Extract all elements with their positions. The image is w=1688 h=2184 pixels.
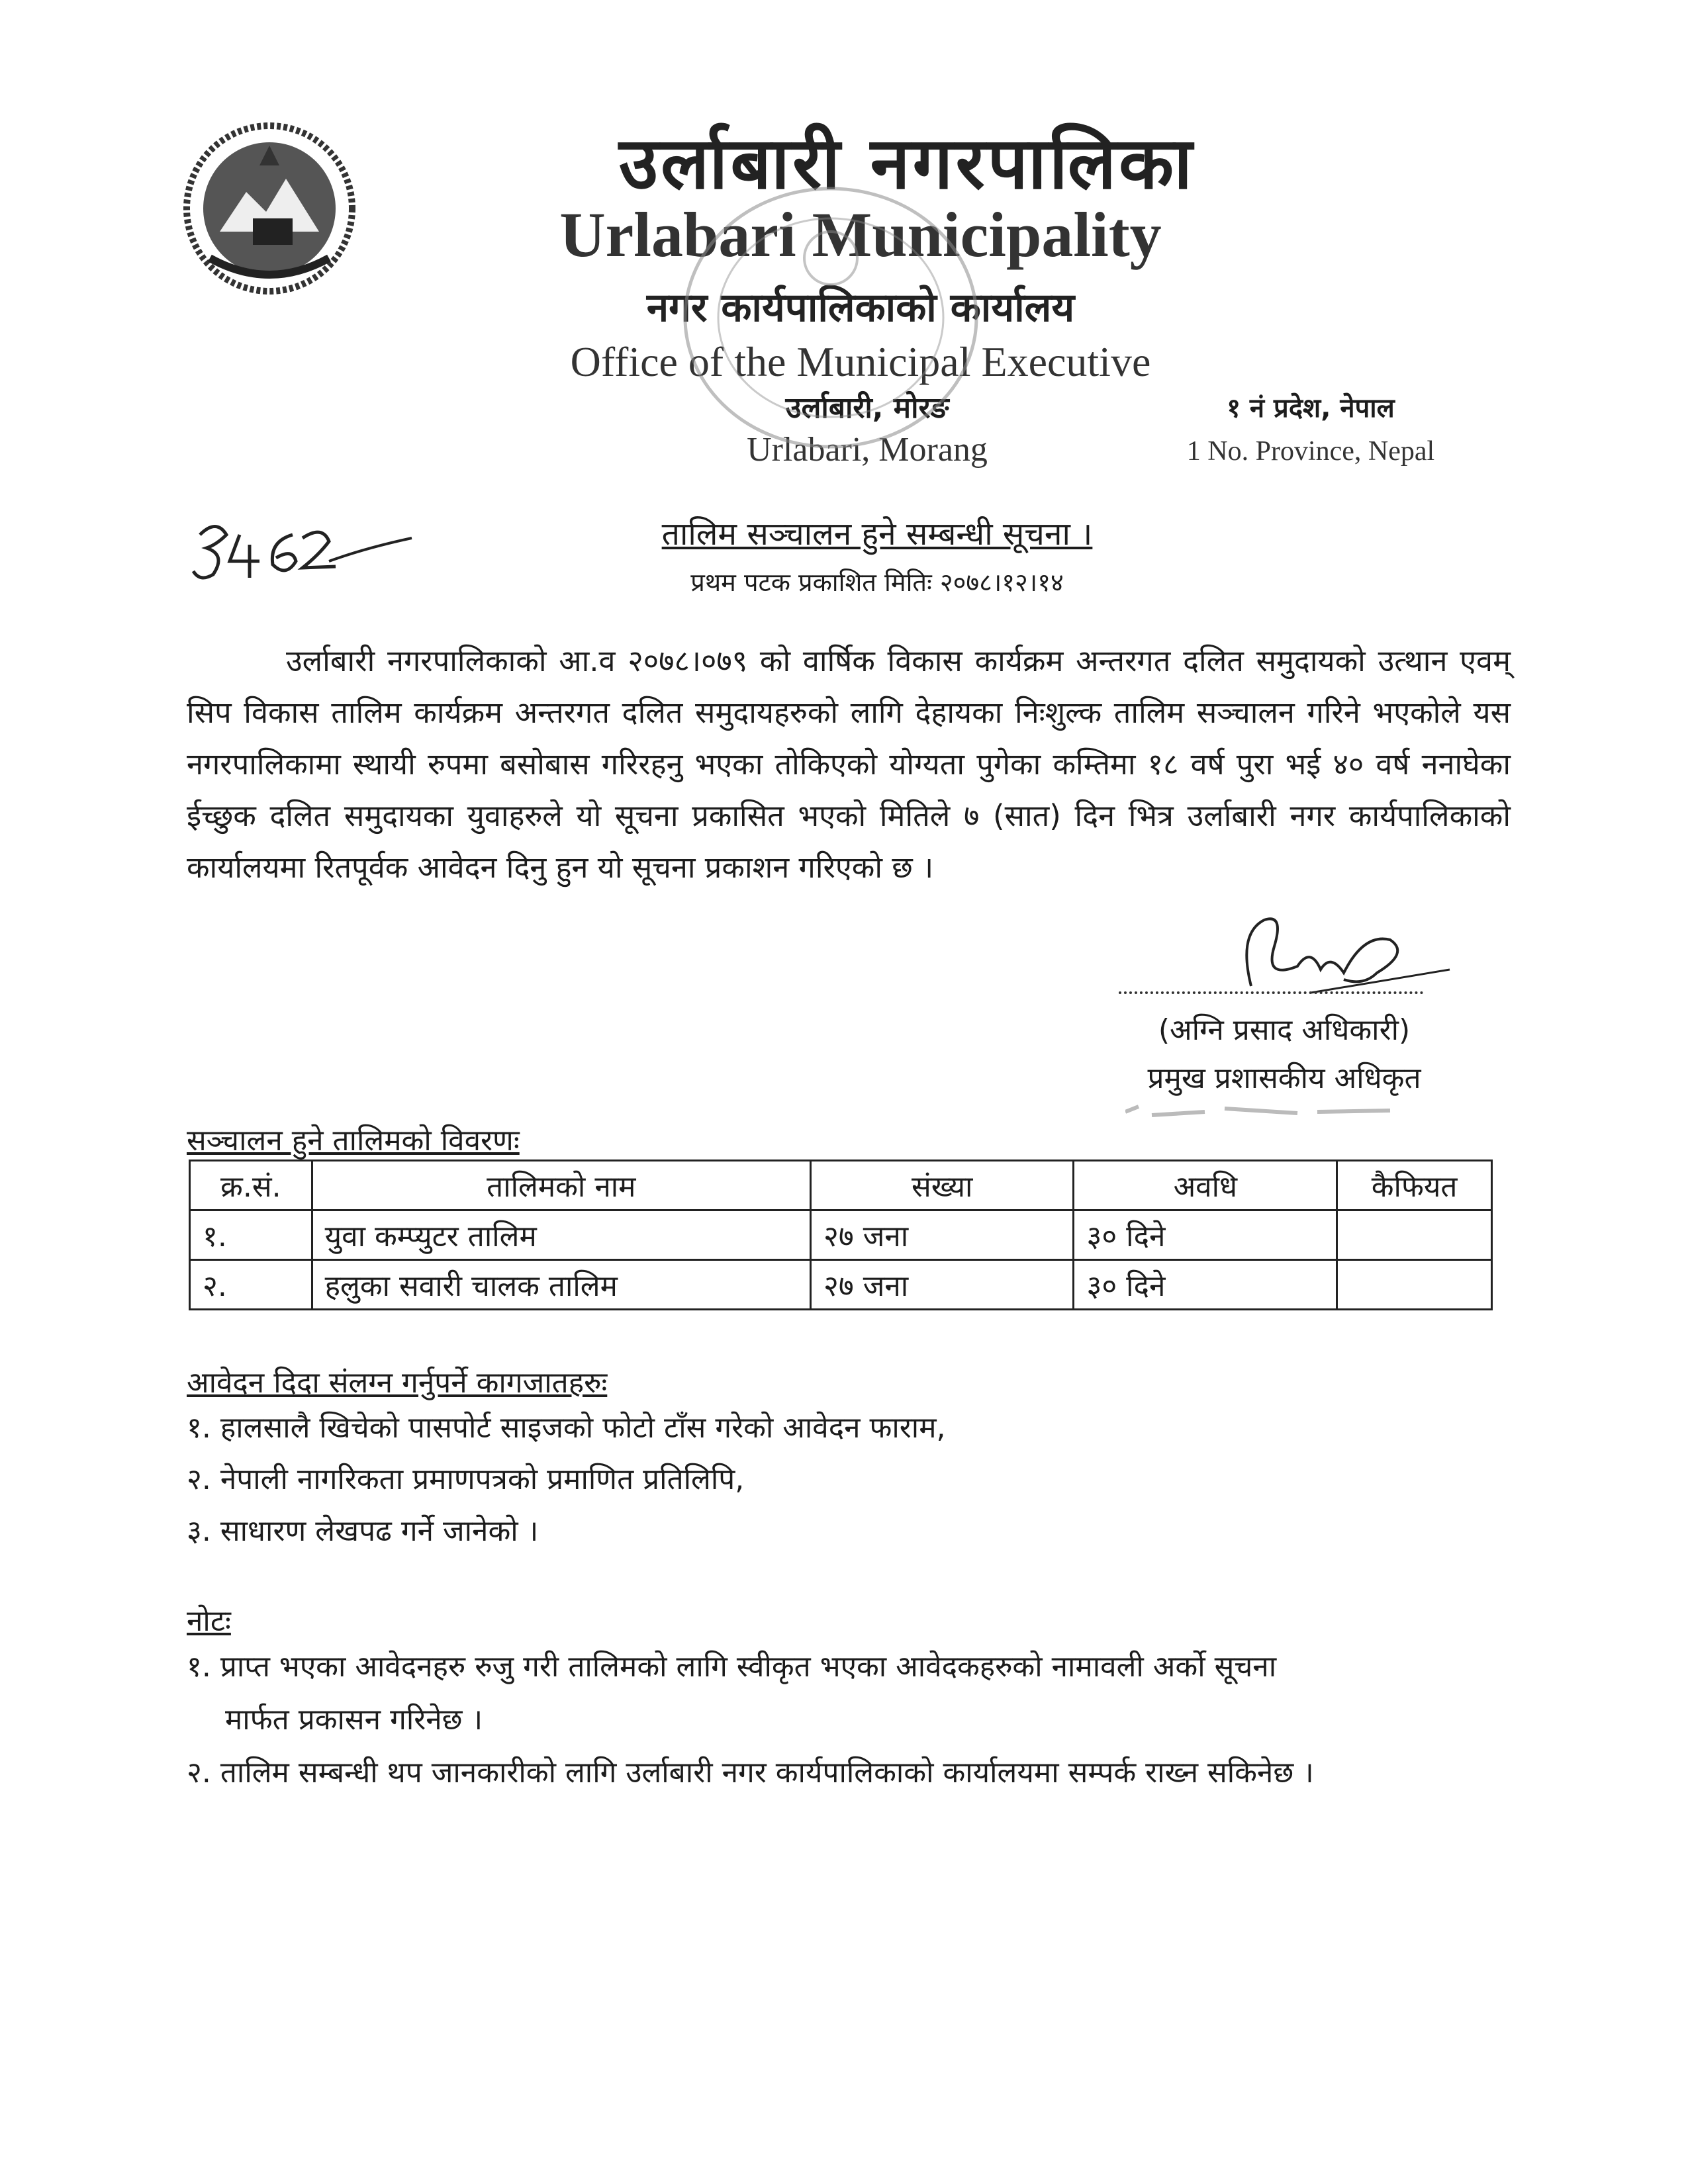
note-item: २. तालिम सम्बन्धी थप जानकारीको लागि उर्लाबारी नगर कार्यपालिकाको कार्यालयमा सम्पर्क राख्न सकिनेछ । bbox=[187, 1756, 1314, 1790]
column-header-count: संख्या bbox=[810, 1161, 1073, 1210]
documents-heading: आवेदन दिदा संलग्न गर्नुपर्ने कागजातहरुः bbox=[187, 1366, 608, 1400]
cell-remarks bbox=[1337, 1260, 1492, 1310]
office-name-nepali: नगर कार्यपालिकाको कार्यालय bbox=[646, 285, 1075, 331]
cell-duration: ३० दिने bbox=[1074, 1210, 1337, 1260]
column-header-training-name: तालिमको नाम bbox=[312, 1161, 810, 1210]
column-header-remarks: कैफियत bbox=[1337, 1161, 1492, 1210]
training-table bbox=[189, 1160, 1493, 1310]
cell-remarks bbox=[1337, 1210, 1492, 1260]
province-nepali: १ नं प्रदेश, नेपाल bbox=[1227, 393, 1395, 424]
table-row bbox=[190, 1260, 1492, 1310]
cell-serial: १. bbox=[190, 1210, 312, 1260]
faint-stamp-mark bbox=[1125, 1099, 1403, 1125]
training-details-heading: सञ्चालन हुने तालिमको विवरणः bbox=[187, 1124, 520, 1158]
cell-count: २७ जना bbox=[810, 1260, 1073, 1310]
notes-heading: नोटः bbox=[187, 1604, 231, 1638]
cell-training-name: हलुका सवारी चालक तालिम bbox=[312, 1260, 810, 1310]
municipality-name-nepali: उर्लाबारी नगरपालिका bbox=[618, 122, 1196, 205]
handwritten-reference-number bbox=[187, 508, 418, 594]
column-header-duration: अवधि bbox=[1074, 1161, 1337, 1210]
publication-date: प्रथम पटक प्रकाशित मितिः २०७८।१२।१४ bbox=[690, 568, 1064, 597]
municipality-name-english: Urlabari Municipality bbox=[559, 199, 1162, 270]
nepal-emblem-icon bbox=[180, 119, 359, 298]
table-row bbox=[190, 1210, 1492, 1260]
cell-duration: ३० दिने bbox=[1074, 1260, 1337, 1310]
address-english: Urlabari, Morang bbox=[747, 431, 988, 469]
notice-subject: तालिम सञ्चालन हुने सम्बन्धी सूचना । bbox=[661, 516, 1093, 553]
office-name-english: Office of the Municipal Executive bbox=[570, 338, 1151, 385]
cell-training-name: युवा कम्प्युटर तालिम bbox=[312, 1210, 810, 1260]
document-item: ३. साधारण लेखपढ गर्ने जानेको । bbox=[187, 1514, 539, 1548]
cell-serial: २. bbox=[190, 1260, 312, 1310]
document-item: २. नेपाली नागरिकता प्रमाणपत्रको प्रमाणित प्रतिलिपि, bbox=[187, 1463, 745, 1496]
office-seal-icon bbox=[675, 179, 986, 457]
signatory-name: (अग्नि प्रसाद अधिकारी) bbox=[1158, 1013, 1411, 1047]
cell-count: २७ जना bbox=[810, 1210, 1073, 1260]
document-item: १. हालसालै खिचेको पासपोर्ट साइजको फोटो टाँस गरेको आवेदन फाराम, bbox=[187, 1411, 946, 1445]
signature-line bbox=[1119, 991, 1423, 994]
note-item-continuation: मार्फत प्रकासन गरिनेछ । bbox=[225, 1703, 483, 1737]
address-nepali: उर्लाबारी, मोरङ bbox=[785, 391, 949, 425]
table-header-row bbox=[190, 1161, 1492, 1210]
province-english: 1 No. Province, Nepal bbox=[1186, 436, 1435, 467]
note-item: १. प्राप्त भएका आवेदनहरु रुजु गरी तालिमको लागि स्वीकृत भएका आवेदकहरुको नामावली अर्को सूचना bbox=[187, 1650, 1277, 1684]
column-header-serial: क्र.सं. bbox=[190, 1161, 312, 1210]
signatory-title: प्रमुख प्रशासकीय अधिकृत bbox=[1147, 1062, 1421, 1095]
notice-body: उर्लाबारी नगरपालिकाको आ.व २०७८।०७९ को वार्षिक विकास कार्यक्रम अन्तरगत दलित समुदायको उत्थान एवम् सिप विकास तालिम कार्यक्रम अन्तरगत दलित समुदायहरुको लागि देहायका निःशुल्क तालिम सञ्चालन गरिने भएकोले यस नगरपालिकामा स्थायी रुपमा बसोबास गरिरहनु भएका तोकिएको योग्यता पुगेका कम्तिमा १८ वर्ष पुरा भई ४० वर्ष ननाघेका ईच्छुक दलित समुदायका युवाहरुले यो सूचना प्रकासित भएको मितिले ७ (सात) दिन भित्र उर्लाबारी नगर कार्यपालिकाको कार्यालयमा रितपूर्वक आवेदन दिनु हुन यो सूचना प्रकाशन गरिएको छ । bbox=[187, 643, 1511, 885]
